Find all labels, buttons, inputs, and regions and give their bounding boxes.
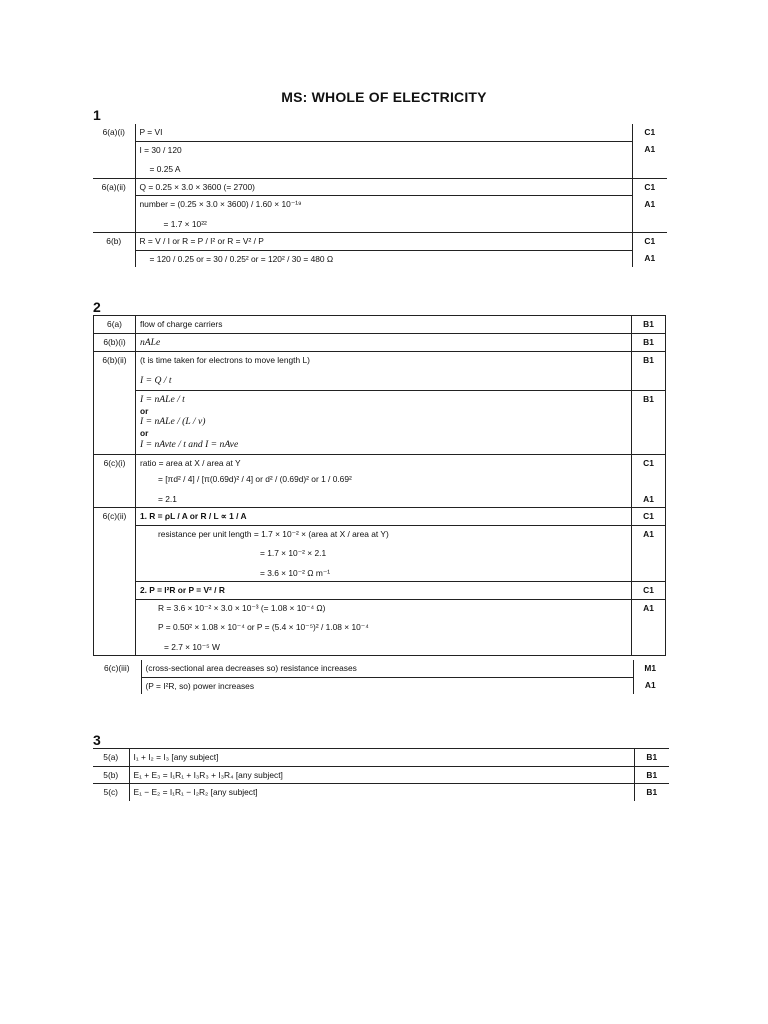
ref-cell	[93, 141, 135, 178]
answer-cell: ratio = area at X / area at Y	[136, 454, 632, 471]
answer-cell: I₁ + I₂ = I₃ [any subject]	[129, 749, 634, 767]
ref-cell: 6(c)(iii)	[103, 663, 130, 673]
table-row	[94, 582, 666, 600]
mark-cell: C1	[632, 582, 666, 600]
mark-cell: C1	[644, 181, 656, 192]
mark-cell: C1	[632, 454, 666, 471]
answer-cell: flow of charge carriers	[136, 316, 632, 334]
table-row	[94, 471, 666, 508]
ref-cell	[94, 390, 136, 454]
ref-cell	[93, 250, 135, 267]
table-row	[94, 525, 666, 582]
answer-cell: P = VI	[135, 124, 632, 141]
ref-cell: 6(c)(i)	[94, 454, 136, 471]
ref-cell: 5(c)	[93, 784, 129, 801]
answer-cell: (t is time taken for electrons to move length L) I = Q / t	[136, 352, 632, 390]
answer-cell: R = 3.6 × 10⁻² × 3.0 × 10⁻³ (= 1.08 × 10⁻⁴ Ω) P = 0.50² × 1.08 × 10⁻⁴ or P = (5.4 × 10⁻⁵)² / 1.08 × 10⁻⁴ = 2.7 × 10⁻⁵ W	[136, 599, 632, 656]
mark-cell: A1	[644, 253, 656, 263]
mark-scheme-table-2	[93, 315, 666, 656]
ref-cell: 6(a)	[94, 316, 136, 334]
table-row	[93, 766, 669, 784]
ref-cell: 6(c)(ii)	[94, 508, 136, 526]
question-number-3: 3	[93, 732, 101, 748]
ref-cell: 6(a)(i)	[102, 127, 125, 137]
table-row	[94, 508, 666, 526]
ref-cell	[94, 582, 136, 600]
mark-cell: A1	[632, 599, 666, 656]
ref-cell	[94, 471, 136, 508]
table-row	[94, 454, 666, 471]
mark-cell: A1	[632, 525, 666, 582]
mark-cell: A1	[632, 196, 667, 233]
mark-cell: A1	[644, 680, 656, 690]
mark-cell: A1	[632, 141, 667, 178]
table-row	[93, 677, 667, 694]
question-number-2: 2	[93, 299, 101, 315]
answer-cell: number = (0.25 × 3.0 × 3600) / 1.60 × 10⁻¹⁹ = 1.7 × 10²²	[135, 196, 632, 233]
mark-cell: A1	[632, 471, 666, 508]
mark-scheme-table-3	[93, 748, 669, 801]
answer-cell: (P = I²R, so) power increases	[141, 677, 633, 694]
table-row	[94, 333, 666, 352]
table-row	[94, 352, 666, 390]
answer-cell: 2. P = I²R or P = V² / R	[136, 582, 632, 600]
table-row	[93, 233, 667, 251]
mark-cell: B1	[632, 352, 666, 390]
mark-cell: B1	[632, 333, 666, 352]
ref-cell: 6(b)(i)	[94, 333, 136, 352]
table-row	[94, 390, 666, 454]
table-row	[93, 784, 669, 801]
question-number-1: 1	[93, 107, 101, 123]
answer-cell: R = V / I or R = P / I² or R = V² / P	[135, 233, 632, 251]
table-row	[93, 124, 667, 141]
table-row	[93, 749, 669, 767]
mark-cell: B1	[634, 784, 669, 801]
mark-cell: M1	[644, 663, 657, 673]
ref-cell: 5(b)	[93, 766, 129, 784]
ref-cell: 6(b)(ii)	[94, 352, 136, 390]
answer-cell: (cross-sectional area decreases so) resistance increases	[141, 660, 633, 677]
ref-cell	[94, 525, 136, 582]
table-row	[94, 599, 666, 656]
answer-cell: nALe	[136, 333, 632, 352]
table-row	[93, 250, 667, 267]
mark-cell: B1	[632, 316, 666, 334]
mark-cell: B1	[634, 749, 669, 767]
answer-cell: Q = 0.25 × 3.0 × 3600 (= 2700)	[135, 178, 632, 196]
answer-cell: resistance per unit length = 1.7 × 10⁻² × (area at X / area at Y) = 1.7 × 10⁻² × 2.1 = 3.6 × 10⁻² Ω m⁻¹	[136, 525, 632, 582]
mark-cell: C1	[644, 236, 656, 246]
table-row	[93, 196, 667, 233]
answer-cell: 1. R = ρL / A or R / L ∝ 1 / A	[136, 508, 632, 526]
mark-scheme-table-2b	[93, 660, 667, 694]
ref-cell: 5(a)	[93, 749, 129, 767]
mark-cell: B1	[634, 766, 669, 784]
answer-cell: I = nALe / t or I = nALe / (L / v) or I = nAvte / t and I = nAve	[136, 390, 632, 454]
answer-cell: = 120 / 0.25 or = 30 / 0.25² or = 120² / 30 = 480 Ω	[135, 250, 632, 267]
ref-cell	[94, 599, 136, 656]
mark-cell: C1	[644, 127, 656, 137]
page-title: MS: WHOLE OF ELECTRICITY	[281, 89, 487, 105]
mark-cell: B1	[632, 390, 666, 454]
ref-cell	[93, 677, 141, 694]
ref-cell: 6(a)(ii)	[101, 181, 126, 192]
ref-cell: 6(b)	[106, 236, 122, 246]
answer-cell: E₁ + E₃ = I₁R₁ + I₃R₃ + I₃R₄ [any subject]	[129, 766, 634, 784]
mark-cell: C1	[632, 508, 666, 526]
table-row	[93, 660, 667, 677]
answer-cell: = [πd² / 4] / [π(0.69d)² / 4] or d² / (0.69d)² or 1 / 0.69² = 2.1	[136, 471, 632, 508]
table-row	[93, 178, 667, 196]
ref-cell	[93, 196, 135, 233]
mark-scheme-table-1	[93, 124, 667, 267]
table-row	[93, 141, 667, 178]
answer-cell: I = 30 / 120 = 0.25 A	[135, 141, 632, 178]
answer-cell: E₁ − E₂ = I₁R₁ − I₂R₂ [any subject]	[129, 784, 634, 801]
table-row	[94, 316, 666, 334]
